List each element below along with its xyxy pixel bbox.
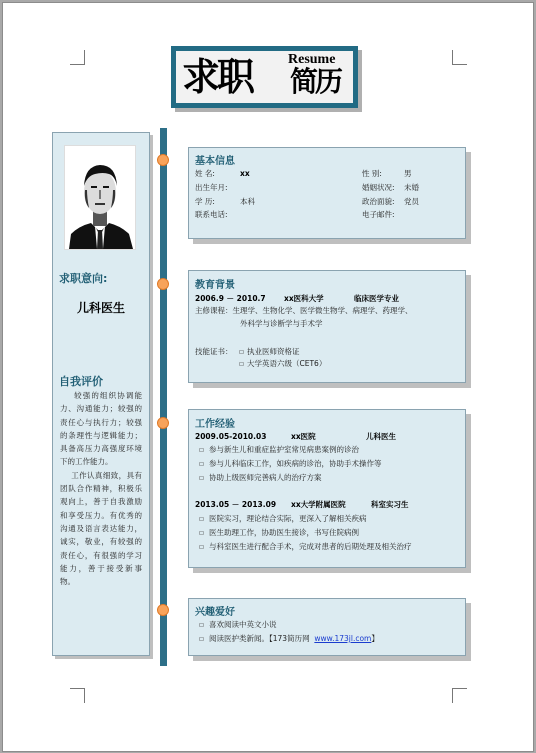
- resume-title-banner: [171, 46, 358, 108]
- self-evaluation-heading: 自我评价: [59, 375, 103, 388]
- profile-photo: [64, 145, 136, 250]
- bullet-icon: ▫: [199, 514, 205, 523]
- bullet-icon: ▫: [199, 445, 205, 454]
- timeline-dot-education: [157, 278, 169, 290]
- hobby-item-1: 喜欢阅读中英文小说: [209, 620, 277, 629]
- left-sidebar: [52, 132, 150, 656]
- job1-item-3: 协助上级医师完善病人的治疗方案: [209, 473, 322, 482]
- education-label: 学 历:: [195, 197, 215, 206]
- crop-mark-top-right: [452, 50, 467, 65]
- education-major: 临床医学专业: [354, 294, 399, 303]
- resume-site-link[interactable]: www.173jl.com: [314, 634, 372, 643]
- bullet-icon: ▫: [199, 634, 205, 643]
- title-sub: 简历: [290, 65, 341, 98]
- education-heading: 教育背景: [195, 280, 235, 291]
- education-period: 2006.9 － 2010.7: [195, 294, 266, 303]
- hobby-panel: [188, 598, 466, 656]
- job2-title: 科室实习生: [371, 500, 409, 509]
- intent-heading: 求职意向:: [59, 272, 108, 285]
- job2-item-3: 与科室医生进行配合手术，完成对患者的后期处理及相关治疗: [209, 542, 412, 551]
- bullet-icon: ▫: [199, 542, 205, 551]
- hobby-item-2-end: 】: [371, 634, 379, 643]
- intent-value: 儿科医生: [77, 301, 126, 315]
- courses-line-2: 外科学与诊断学与手术学: [240, 319, 323, 328]
- name-value: xx: [240, 169, 250, 178]
- job1-item-1: 参与新生儿和重症监护室常见病患案例的诊治: [209, 445, 359, 454]
- gender-value: 男: [404, 169, 412, 178]
- job2-item-2: 医生助理工作，协助医生接诊，书写住院病例: [209, 528, 359, 537]
- hobby-heading: 兴趣爱好: [195, 607, 235, 618]
- job2-item-1: 医院实习，理论结合实际，更深入了解相关疾病: [209, 514, 367, 523]
- cert-2: 大学英语六级（CET6）: [247, 359, 327, 368]
- phone-label: 联系电话:: [195, 210, 228, 219]
- self-evaluation-text: 较强的组织协调能力、沟通能力；较强的责任心与执行力；较强的条理性与逻辑能力；具备高压力高强度环境下的工作能力。 工作认真细致，具有团队合作精神，积极乐观向上，善于自我激励和享受压力。有优秀的沟通及语言表达能力，诚实，敬业，有较强的责任心，有很强的学习能力，善于接受新事物。: [60, 391, 143, 587]
- basic-info-panel: [188, 147, 466, 239]
- crop-mark-top-left: [70, 50, 85, 65]
- email-label: 电子邮件:: [362, 210, 395, 219]
- bullet-icon: ▫: [199, 473, 205, 482]
- job2-org: xx大学附属医院: [291, 500, 346, 509]
- timeline-dot-work: [157, 417, 169, 429]
- job1-org: xx医院: [291, 432, 316, 441]
- bullet-icon: ▫: [239, 359, 245, 368]
- political-value: 党员: [404, 197, 419, 206]
- education-panel: [188, 270, 466, 383]
- timeline-dot-basic: [157, 154, 169, 166]
- bullet-icon: ▫: [199, 459, 205, 468]
- marital-label: 婚姻状况:: [362, 183, 395, 192]
- timeline-dot-hobby: [157, 604, 169, 616]
- cert-1: 执业医师资格证: [247, 347, 300, 356]
- gender-label: 性 别:: [362, 169, 382, 178]
- education-value: 本科: [240, 197, 255, 206]
- work-heading: 工作经验: [195, 419, 235, 430]
- bullet-icon: ▫: [199, 620, 205, 629]
- title-main: 求职: [182, 54, 253, 99]
- job2-period: 2013.05 － 2013.09: [195, 500, 277, 509]
- hobby-item-2-text: 阅读医护类新闻。【173简历网: [209, 634, 310, 643]
- hobby-item-2: [209, 634, 379, 644]
- bullet-icon: ▫: [239, 347, 245, 356]
- job1-title: 儿科医生: [366, 432, 396, 441]
- bullet-icon: ▫: [199, 528, 205, 537]
- name-label: 姓 名:: [195, 169, 215, 178]
- birth-label: 出生年月:: [195, 183, 228, 192]
- courses-line-1: 主修课程：生理学、生物化学、医学微生物学、病理学、药理学、: [195, 306, 413, 315]
- work-experience-panel: [188, 409, 466, 568]
- title-english: Resume: [288, 52, 336, 67]
- political-label: 政治面貌:: [362, 197, 395, 206]
- job1-item-2: 参与儿科临床工作，如疾病的诊治，协助手术操作等: [209, 459, 382, 468]
- job1-period: 2009.05-2010.03: [195, 432, 267, 441]
- timeline-bar: [160, 128, 167, 666]
- basic-info-heading: 基本信息: [195, 156, 235, 167]
- cert-label: 技能证书：: [195, 347, 233, 356]
- crop-mark-bottom-left: [70, 688, 85, 703]
- crop-mark-bottom-right: [452, 688, 467, 703]
- marital-value: 未婚: [404, 183, 419, 192]
- education-school: xx医科大学: [284, 294, 324, 303]
